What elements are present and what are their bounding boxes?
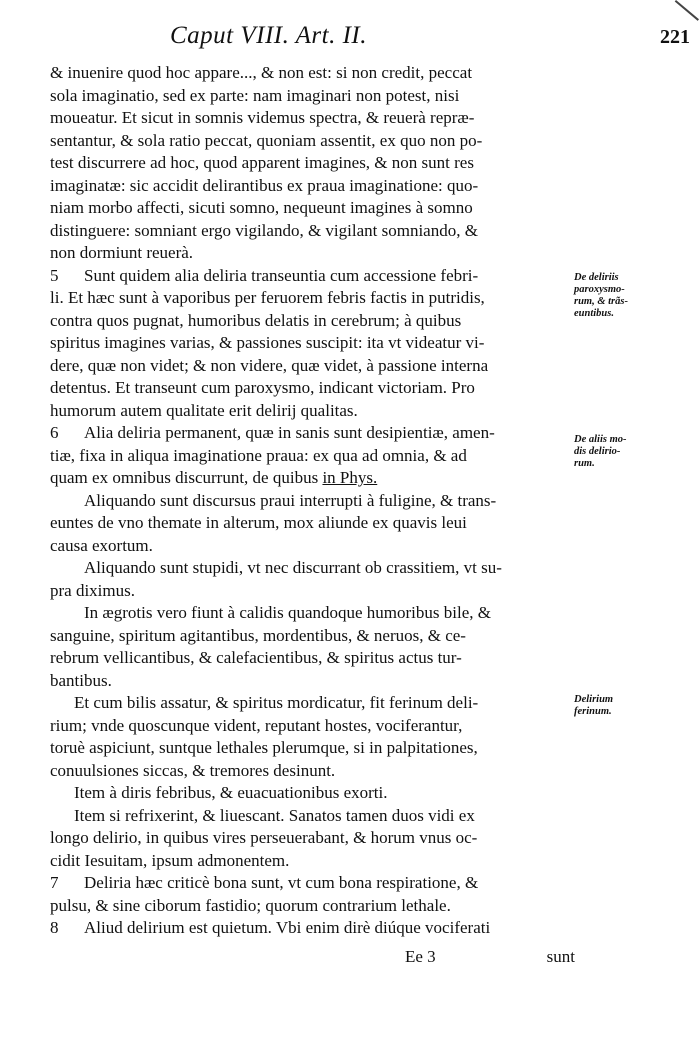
line-text: tiæ, fixa in aliqua imaginatione praua: ex qua ad omnia, & ad [50, 445, 467, 465]
text-line [50, 310, 572, 333]
line-text: Alia deliria permanent, quæ in sanis sunt desipientiæ, amen- [84, 423, 495, 442]
text-line [50, 647, 572, 670]
text-line [50, 62, 572, 85]
line-text: Sunt quidem alia deliria transeuntia cum accessione febri- [84, 265, 479, 285]
line-text: Aliud delirium est quietum. Vbi enim dirè diúque vociferati [84, 918, 491, 937]
margin-note-line: euntibus. [574, 308, 614, 319]
text-line [50, 782, 572, 805]
text-line [50, 805, 572, 828]
text-line [50, 535, 572, 558]
text-line [50, 265, 572, 288]
line-text: quam ex omnibus discurrunt, de quibus [50, 468, 319, 487]
line-text: moueatur. Et sicut in somnis videmus spectra, & reuerà repræ- [50, 108, 475, 127]
body-text [50, 62, 572, 940]
page-footer [405, 945, 575, 969]
line-text: humorum autem qualitate erit delirij qualitas. [50, 400, 358, 420]
margin-note-paroxysm [574, 272, 694, 320]
line-text: causa exortum. [50, 535, 153, 555]
line-text: sanguine, spiritum agitantibus, mordentibus, & neruos, & ce- [50, 625, 466, 645]
text-line [50, 85, 572, 108]
margin-note-line: De aliis mo- [574, 434, 627, 445]
line-text: distinguere: somniant ergo vigilando, & vigilant somniando, & [50, 220, 478, 240]
line-text: Et cum bilis assatur, & spiritus mordicatur, fit ferinum deli- [74, 693, 479, 712]
text-line [50, 422, 572, 445]
cross-reference: in Phys. [322, 468, 378, 487]
text-line [50, 197, 572, 220]
line-text: pulsu, & sine ciborum fastidio; quorum contrarium lethale. [50, 895, 451, 915]
text-line [50, 895, 572, 918]
text-line [50, 557, 572, 580]
page-header [170, 22, 690, 58]
line-text: pra diximus. [50, 580, 135, 600]
line-text: contra quos pugnat, humoribus delatis in cerebrum; à quibus [50, 310, 462, 330]
line-text: In ægrotis vero fiunt à calidis quandoque humoribus bile, & [84, 603, 491, 622]
paragraph-number: 8 [50, 918, 59, 937]
line-text: cidit Iesuitam, ipsum admonentem. [50, 850, 290, 870]
text-line [50, 625, 572, 648]
text-line [50, 130, 572, 153]
line-text: niam morbo affecti, sicuti somno, nequeunt imagines à somno [50, 198, 473, 217]
line-text: Aliquando sunt stupidi, vt nec discurrant ob crassitiem, vt su- [84, 558, 502, 577]
line-text: non dormiunt reuerà. [50, 243, 194, 262]
text-line [50, 445, 572, 468]
text-line [50, 850, 572, 873]
margin-note-other-modes [574, 434, 694, 470]
text-line [50, 490, 572, 513]
text-line [50, 355, 572, 378]
line-text: Deliria hæc criticè bona sunt, vt cum bona respiratione, & [84, 873, 479, 892]
text-line [50, 670, 572, 693]
text-line [50, 692, 572, 715]
text-line [50, 737, 572, 760]
text-line [50, 242, 572, 265]
text-line [50, 400, 572, 423]
margin-note-line: rum, & trãs- [574, 296, 628, 307]
line-text: spiritus imagines varias, & passiones suscipit: ita vt videatur vi- [50, 333, 485, 352]
running-head: Caput VIII. Art. II. [170, 22, 368, 49]
line-text: bantibus. [50, 670, 112, 690]
paragraph-number: 5 [50, 265, 59, 285]
text-line [50, 287, 572, 310]
line-text: rebrum vellicantibus, & calefacientibus, & spiritus actus tur- [50, 648, 462, 667]
line-text: Aliquando sunt discursus praui interrupti à fuligine, & trans- [84, 490, 497, 510]
margin-note-line: paroxysmo- [574, 284, 625, 295]
line-text: longo delirio, in quibus vires perseuerabant, & horum vnus oc- [50, 828, 478, 847]
margin-note-line: rum. [574, 458, 595, 469]
paragraph-number: 7 [50, 873, 59, 892]
line-text: rium; vnde quoscunque vident, reputant hostes, vociferantur, [50, 715, 463, 735]
line-text: Item à diris febribus, & euacuationibus exorti. [74, 783, 388, 802]
text-line [50, 377, 572, 400]
line-text: sentantur, & sola ratio peccat, quoniam assentit, ex quo non po- [50, 130, 483, 150]
text-line [50, 580, 572, 603]
line-text: li. Et hæc sunt à vaporibus per feruorem febris factis in putridis, [50, 288, 485, 307]
margin-note-line: De deliriis [574, 272, 619, 283]
catchword: sunt [546, 947, 575, 966]
text-line [50, 107, 572, 130]
text-line [50, 175, 572, 198]
text-line [50, 760, 572, 783]
line-text: sola imaginatio, sed ex parte: nam imaginari non potest, nisi [50, 85, 460, 105]
line-text: euntes de vno themate in alterum, mox aliunde ex quavis leui [50, 513, 467, 532]
margin-note-line: Delirium [574, 694, 614, 705]
page-edge-mark [675, 0, 699, 21]
text-line [50, 332, 572, 355]
line-text: Item si refrixerint, & liuescant. Sanatos tamen duos vidi ex [74, 805, 475, 825]
margin-note-ferinum [574, 694, 694, 718]
line-text: conuulsiones siccas, & tremores desinunt. [50, 760, 336, 780]
text-line [50, 602, 572, 625]
signature-mark: Ee 3 [405, 947, 436, 966]
text-line [50, 827, 572, 850]
paragraph-number: 6 [50, 423, 59, 442]
text-line [50, 152, 572, 175]
margin-note-line: ferinum. [574, 706, 612, 717]
page-number: 221 [660, 26, 690, 48]
line-text: dere, quæ non videt; & non videre, quæ videt, à passione interna [50, 355, 489, 375]
line-text: test discurrere ad hoc, quod apparent imagines, & non sunt res [50, 153, 474, 172]
text-line [50, 220, 572, 243]
line-text: imaginatæ: sic accidit delirantibus ex praua imaginatione: quo- [50, 175, 479, 195]
line-text: & inuenire quod hoc appare..., & non est: si non credit, peccat [50, 63, 473, 82]
line-text: toruè aspiciunt, suntque lethales plerumque, si in palpitationes, [50, 738, 478, 757]
text-line [50, 512, 572, 535]
text-line [50, 917, 572, 940]
text-line [50, 872, 572, 895]
line-text: detentus. Et transeunt cum paroxysmo, indicant victoriam. Pro [50, 378, 475, 397]
text-line [50, 467, 572, 490]
margin-note-line: dis delirio- [574, 446, 621, 457]
text-line [50, 715, 572, 738]
